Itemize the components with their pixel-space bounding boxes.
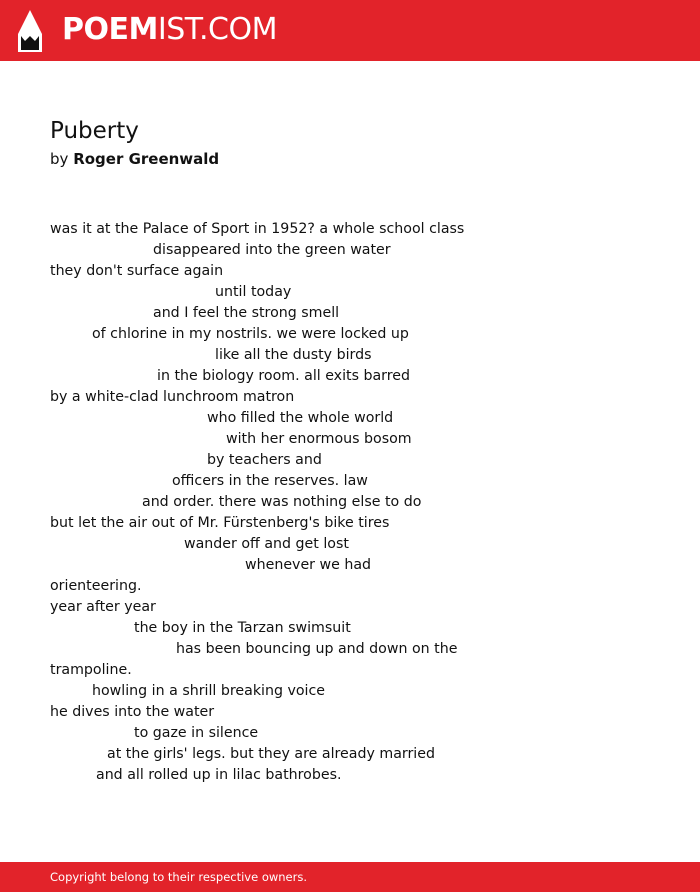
brand-light: IST.COM [157,12,277,47]
poem-line: like all the dusty birds [215,347,372,363]
poem-line: wander off and get lost [184,536,349,552]
poem-line: officers in the reserves. law [172,473,368,489]
site-footer [0,862,700,892]
poem-line: the boy in the Tarzan swimsuit [134,620,351,636]
poem-line: has been bouncing up and down on the [176,641,458,657]
poem-line: by a white-clad lunchroom matron [50,389,295,405]
poem-line: with her enormous bosom [226,431,412,447]
poem-line: in the biology room. all exits barred [157,368,411,384]
poem-line: year after year [50,599,156,615]
poem-title: Puberty [50,118,139,144]
poem-line: by teachers and [207,452,322,468]
poem-line: was it at the Palace of Sport in 1952? a whole school class [50,221,465,237]
poem-line: and order. there was nothing else to do [142,494,422,510]
poem-line: orienteering. [50,578,142,594]
poem-line: he dives into the water [50,704,215,720]
poem-line: but let the air out of Mr. Fürstenberg's bike tires [50,515,390,531]
byline [50,149,219,169]
poem-line: trampoline. [50,662,132,678]
poem-line: of chlorine in my nostrils. we were locked up [92,326,409,342]
poem-line: whenever we had [245,557,372,573]
author-name[interactable]: Roger Greenwald [73,150,220,168]
poem-body [50,219,670,786]
site-header [0,0,700,61]
brand-bold: POEM [62,12,158,47]
poem-line: howling in a shrill breaking voice [92,683,326,699]
site-logo-link[interactable] [62,12,277,48]
poem-line: at the girls' legs. but they are already married [107,746,435,762]
poem-line: and I feel the strong smell [153,305,340,321]
poem-line: disappeared into the green water [153,242,391,258]
poem-line: until today [215,284,292,300]
copyright-notice: Copyright belong to their respective owners. [50,870,308,884]
poem-line: and all rolled up in lilac bathrobes. [96,767,342,783]
poem-line: to gaze in silence [134,725,259,741]
pencil-icon[interactable] [18,10,42,52]
poem-line: they don't surface again [50,263,224,279]
by-prefix: by [50,150,69,168]
poem-line: who filled the whole world [207,410,394,426]
